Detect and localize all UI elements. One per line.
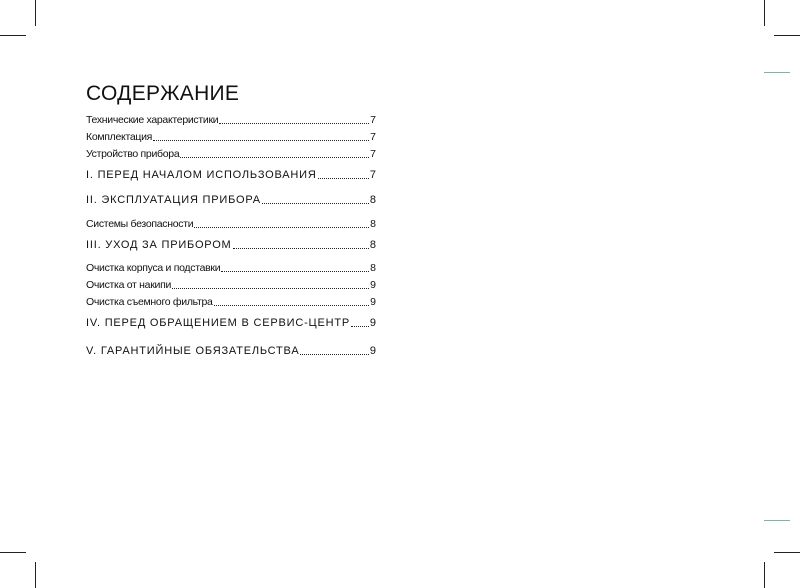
toc-entry-label: Очистка съемного фильтра xyxy=(86,296,213,308)
crop-mark-top-left-v xyxy=(35,0,36,26)
toc-entry-page: 9 xyxy=(369,317,376,329)
toc-leader-dots xyxy=(300,354,368,355)
toc-section-entry xyxy=(86,238,376,252)
toc-entry-label: V. ГАРАНТИЙНЫЕ ОБЯЗАТЕЛЬСТВА xyxy=(86,345,300,357)
toc-entry-page: 8 xyxy=(370,218,376,230)
toc-entry xyxy=(86,218,376,231)
crop-mark-bottom-right-v xyxy=(764,562,765,588)
crop-mark-bottom-left-v xyxy=(35,562,36,588)
toc-entry-label: Технические характеристики xyxy=(86,114,219,126)
toc-entry xyxy=(86,296,376,309)
toc-entry-label: III. УХОД ЗА ПРИБОРОМ xyxy=(86,239,232,251)
toc-entry-label: Устройство прибора xyxy=(86,148,180,160)
toc-section-entry xyxy=(86,316,376,330)
toc-entry xyxy=(86,148,376,161)
crop-mark-bottom-right-h xyxy=(774,552,800,553)
toc-leader-dots xyxy=(194,227,369,228)
toc-entry-page: 7 xyxy=(370,114,376,126)
toc-entry xyxy=(86,262,376,275)
toc-leader-dots xyxy=(180,157,369,158)
toc-entry-label: IV. ПЕРЕД ОБРАЩЕНИЕМ В СЕРВИС-ЦЕНТР xyxy=(86,317,351,329)
toc-section-entry xyxy=(86,168,376,182)
toc-entry-page: 9 xyxy=(370,296,376,308)
crop-mark-right-lower-accent xyxy=(764,520,790,521)
toc-entry-label: Очистка от накипи xyxy=(86,279,172,291)
toc-leader-dots xyxy=(221,271,369,272)
toc-leader-dots xyxy=(153,140,369,141)
crop-mark-bottom-left-h xyxy=(0,552,26,553)
toc-entry-page: 7 xyxy=(369,169,376,181)
toc-entry-page: 9 xyxy=(370,279,376,291)
toc-entry-label: Системы безопасности xyxy=(86,218,194,230)
toc-section-entry xyxy=(86,193,376,207)
toc-leader-dots xyxy=(262,203,369,204)
toc-entry-label: I. ПЕРЕД НАЧАЛОМ ИСПОЛЬЗОВАНИЯ xyxy=(86,169,317,181)
toc-entry-page: 9 xyxy=(369,345,376,357)
toc-leader-dots xyxy=(351,326,369,327)
crop-mark-top-left-h xyxy=(0,35,26,36)
toc-entry-page: 7 xyxy=(370,148,376,160)
toc-entry-page: 8 xyxy=(369,194,376,206)
toc-leader-dots xyxy=(172,288,369,289)
toc-entry xyxy=(86,131,376,144)
toc-entry-page: 8 xyxy=(370,262,376,274)
toc-leader-dots xyxy=(214,305,370,306)
toc-entry-page: 7 xyxy=(370,131,376,143)
crop-mark-top-right-h xyxy=(774,35,800,36)
toc-leader-dots xyxy=(233,248,369,249)
toc-entry-label: Комплектация xyxy=(86,131,153,143)
toc-leader-dots xyxy=(219,123,369,124)
toc-title: СОДЕРЖАНИЕ xyxy=(86,82,240,105)
toc-entry xyxy=(86,114,376,127)
toc-leader-dots xyxy=(318,178,369,179)
toc-entry-label: Очистка корпуса и подставки xyxy=(86,262,221,274)
toc-entry-page: 8 xyxy=(369,239,376,251)
crop-mark-top-right-v xyxy=(764,0,765,26)
crop-mark-right-upper-accent xyxy=(764,72,790,73)
toc-section-entry xyxy=(86,344,376,358)
toc-entry xyxy=(86,279,376,292)
toc-entry-label: II. ЭКСПЛУАТАЦИЯ ПРИБОРА xyxy=(86,194,261,206)
